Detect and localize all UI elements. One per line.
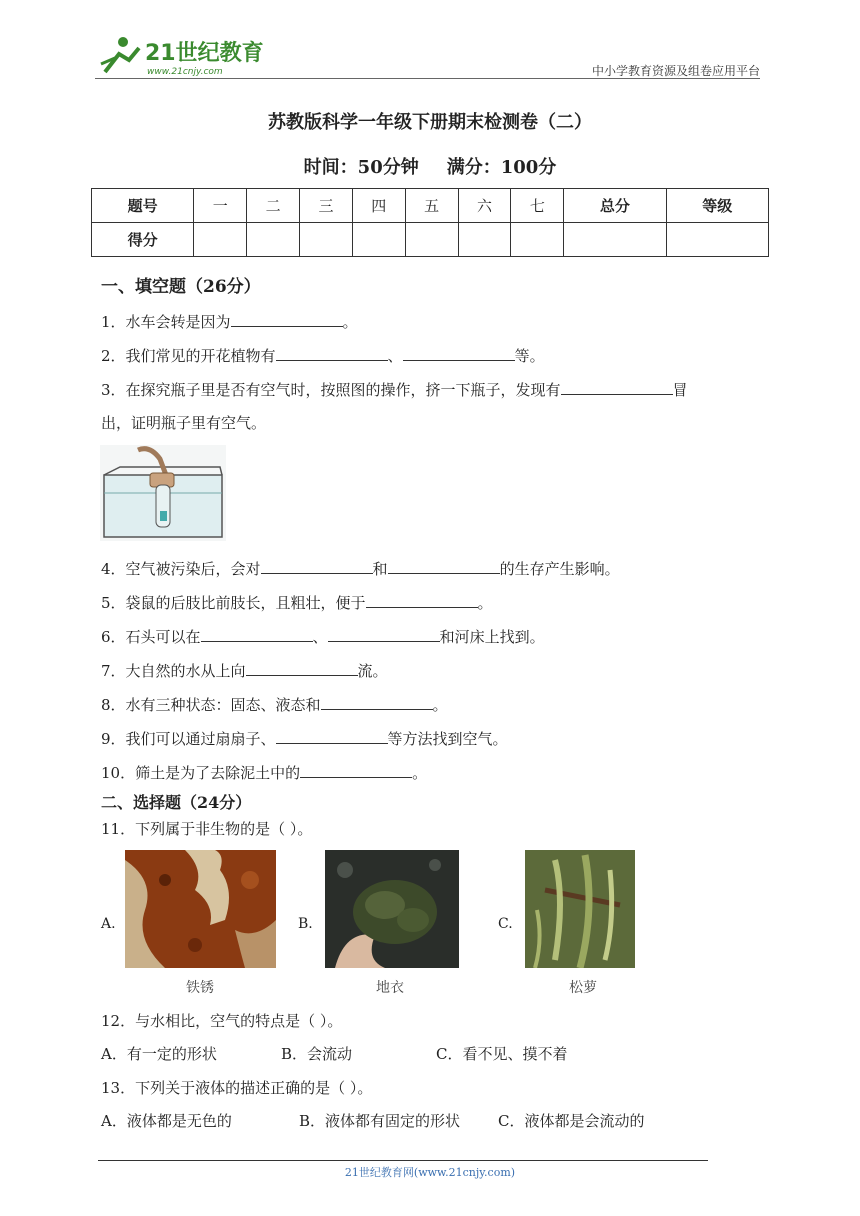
question-3 [101,379,688,400]
question-12-stem: 12．与水相比，空气的特点是（ ）。 [101,1012,343,1030]
question-text: 。 [477,594,493,612]
question-text: 9．我们可以通过扇扇子、 [101,730,276,748]
question-5 [101,592,493,613]
question-12-option-c[interactable]: C．看不见、摸不着 [436,1045,568,1063]
answer-blank[interactable] [321,695,433,710]
answer-blank[interactable] [403,346,515,361]
score-table-header-row [92,189,769,223]
score-table [91,188,769,257]
question-text: 5．袋鼠的后肢比前肢长，且粗壮，便于 [101,594,366,612]
exam-full-score: 满分：100分 [446,157,557,178]
answer-blank[interactable] [246,661,358,676]
question-13-option-b[interactable]: B．液体都有固定的形状 [299,1112,461,1130]
question-text: 1．水车会转是因为 [101,313,231,331]
question-text: 10．筛土是为了去除泥土中的 [101,764,301,782]
header-divider [95,78,760,79]
score-cell[interactable] [405,223,458,257]
answer-blank[interactable] [276,346,388,361]
score-cell[interactable] [666,223,768,257]
score-cell[interactable] [300,223,353,257]
question-text: 流。 [357,662,388,680]
table-cell: 六 [458,189,511,223]
question-8 [101,694,448,715]
answer-blank[interactable] [561,380,673,395]
score-cell[interactable] [511,223,564,257]
section-heading-multiple-choice: 二、选择题（24分） [101,793,252,812]
table-cell: 总分 [564,189,666,223]
logo [95,34,265,76]
answer-blank[interactable] [366,593,478,608]
question-13-option-c[interactable]: C．液体都是会流动的 [498,1112,645,1130]
lichen-photo [325,850,459,968]
question-13-option-a[interactable]: A．液体都是无色的 [101,1112,232,1130]
table-cell: 三 [300,189,353,223]
question-text: 。 [412,764,428,782]
question-text: 6．石头可以在 [101,628,201,646]
option-b-caption: 地衣 [376,980,404,996]
bottle-in-water-diagram [100,445,226,541]
score-cell[interactable] [352,223,405,257]
option-b-letter[interactable]: B. [298,916,313,932]
question-9 [101,728,508,749]
table-cell: 等级 [666,189,768,223]
table-cell: 七 [511,189,564,223]
question-text: 等。 [514,347,545,365]
page-header [95,28,760,78]
question-text: 和河床上找到。 [439,628,545,646]
table-cell: 题号 [92,189,194,223]
question-text: 7．大自然的水从上向 [101,662,246,680]
svg-text:21世纪教育: 21世纪教育 [145,41,264,66]
table-cell: 二 [247,189,300,223]
option-c-letter[interactable]: C. [498,916,513,932]
question-text: 、 [312,628,328,646]
table-cell: 一 [194,189,247,223]
page-title: 苏教版科学一年级下册期末检测卷（二） [268,112,592,133]
exam-time: 时间：50分钟 [303,157,419,178]
question-text: 8．水有三种状态：固态、液态和 [101,696,321,714]
svg-text:www.21cnjy.com: www.21cnjy.com [147,67,223,76]
question-10 [101,762,427,783]
question-6 [101,626,545,647]
question-text: 的生存产生影响。 [499,560,620,578]
option-c-caption: 松萝 [569,980,597,996]
footer-link[interactable]: 21世纪教育网(www.21cnjy.com) [344,1166,516,1179]
usnea-photo [525,850,635,968]
table-cell: 得分 [92,223,194,257]
question-3-continued: 出，证明瓶子里有空气。 [101,414,267,432]
question-text: 。 [432,696,448,714]
score-cell[interactable] [247,223,300,257]
rust-photo [125,850,276,968]
answer-blank[interactable] [201,627,313,642]
answer-blank[interactable] [300,763,412,778]
question-text: 冒 [672,381,688,399]
answer-blank[interactable] [261,559,373,574]
answer-blank[interactable] [328,627,440,642]
question-text: 、 [387,347,403,365]
question-text: 。 [342,313,358,331]
answer-blank[interactable] [276,729,388,744]
question-text: 4．空气被污染后，会对 [101,560,261,578]
question-4 [101,558,620,579]
question-text: 3．在探究瓶子里是否有空气时，按照图的操作，挤一下瓶子，发现有 [101,381,561,399]
answer-blank[interactable] [231,312,343,327]
score-cell[interactable] [194,223,247,257]
score-table-score-row [92,223,769,257]
question-2 [101,345,545,366]
question-7 [101,660,388,681]
exam-info [0,153,860,179]
footer-divider [98,1160,708,1161]
option-a-caption: 铁锈 [186,980,214,996]
option-a-letter[interactable]: A. [101,916,116,932]
question-12-option-a[interactable]: A．有一定的形状 [101,1045,217,1063]
question-text: 等方法找到空气。 [387,730,508,748]
question-13-stem: 13．下列关于液体的描述正确的是（ ）。 [101,1079,373,1097]
question-text: 和 [372,560,388,578]
table-cell: 四 [352,189,405,223]
question-11-stem: 11．下列属于非生物的是（ ）。 [101,820,313,838]
score-cell[interactable] [564,223,666,257]
score-cell[interactable] [458,223,511,257]
section-heading-fill-blank: 一、填空题（26分） [101,277,261,297]
question-12-option-b[interactable]: B．会流动 [281,1045,353,1063]
answer-blank[interactable] [388,559,500,574]
question-text: 2．我们常见的开花植物有 [101,347,276,365]
header-platform-text: 中小学教育资源及组卷应用平台 [591,64,760,78]
question-1 [101,311,358,332]
table-cell: 五 [405,189,458,223]
